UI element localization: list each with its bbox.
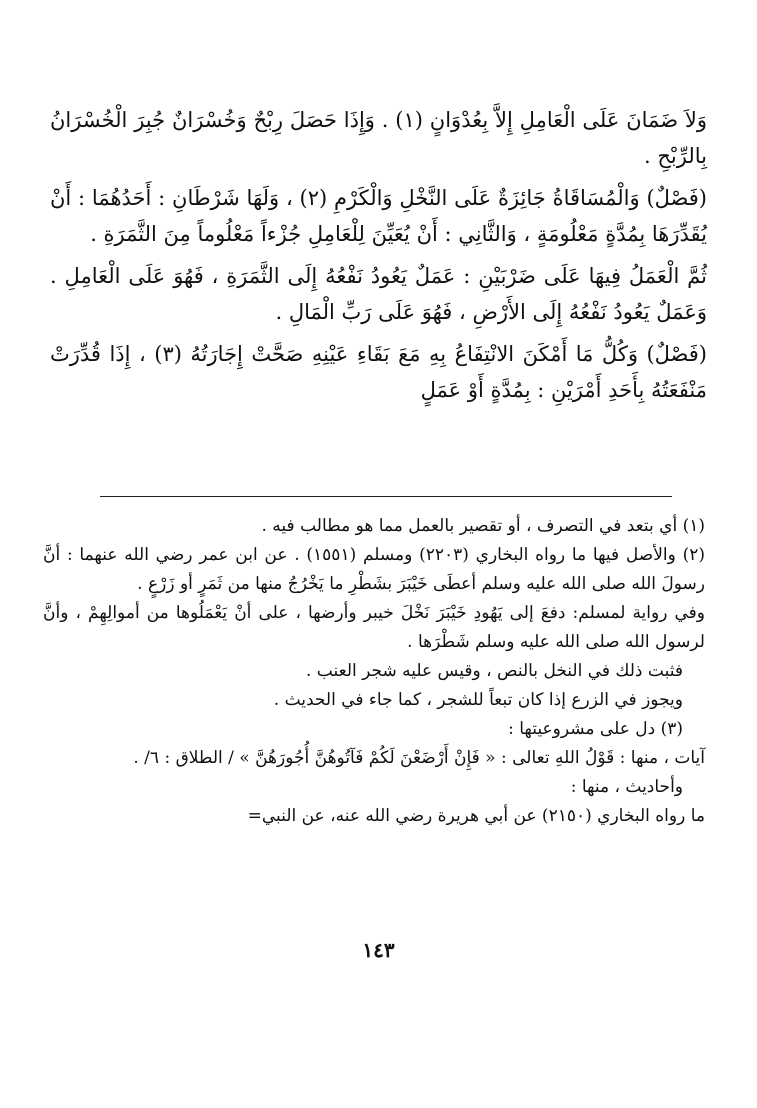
main-paragraph: (فَصْلٌ) وَكُلُّ مَا أَمْكَنَ الانْتِفَاعُ بِهِ مَعَ بَقَاءِ عَيْنِهِ صَحَّتْ إِجَارَتُهُ (٣) ، إِذَا قُدِّرَتْ مَنْفَعَتُهُ بِأَحَدِ أَمْرَيْنِ : بِمُدَّةٍ أَوْ عَمَلٍ — [50, 342, 707, 402]
footnote-line: (٢) والأصل فيها ما رواه البخاري (٢٢٠٣) ومسلم (١٥٥١) . عن ابن عمر رضي الله عنهما : أنَّ رسولَ الله صلى الله عليه وسلم أعطَى خَيْبَرَ بشَطْرِ ما يَخْرُجُ منها من ثَمَرٍ أو زَرْعٍ . — [43, 545, 706, 594]
footnotes — [43, 512, 705, 831]
footnote-line: (٣) دل على مشروعيتها : — [508, 719, 683, 739]
main-paragraph: (فَصْلٌ) وَالْمُسَاقَاةُ جَائِزَةٌ عَلَى النَّخْلِ وَالْكَرْمِ (٢) ، وَلَهَا شَرْطَانِ : أَحَدُهُمَا : أَنْ يُقَدِّرَهَا بِمُدَّةٍ مَعْلُومَةٍ ، وَالثَّانِي : أَنْ يُعَيِّنَ لِلْعَامِلِ جُزْءاً مَعْلُوماً مِنَ الثَّمَرَةِ . — [50, 186, 707, 246]
main-paragraph: وَلاَ ضَمَانَ عَلَى الْعَامِلِ إِلاَّ بِعُدْوَانٍ (١) . وَإِذَا حَصَلَ رِبْحٌ وَخُسْرَانٌ جُبِرَ الْخُسْرَانُ بِالرِّبْحِ . — [50, 108, 707, 168]
footnote-line: (١) أي بتعد في التصرف ، أو تقصير بالعمل مما هو مطالب فيه . — [261, 516, 705, 536]
footnote-divider — [100, 496, 672, 497]
footnote-line: آيات ، منها : قَوْلُ اللهِ تعالى : « فَإِنْ أَرْضَعْنَ لَكُمْ فَآتُوهُنَّ أُجُورَهُنَّ » / الطلاق : ٦/ . — [133, 748, 705, 768]
main-text — [50, 102, 707, 414]
page-number: ١٤٣ — [362, 938, 395, 962]
footnote-line: ويجوز في الزرع إذا كان تبعاً للشجر ، كما جاء في الحديث . — [273, 690, 683, 710]
main-paragraph: ثُمَّ الْعَمَلُ فِيهَا عَلَى ضَرْبَيْنِ : عَمَلٌ يَعُودُ نَفْعُهُ إِلَى الثَّمَرَةِ ، فَهُوَ عَلَى الْعَامِلِ . وَعَمَلٌ يَعُودُ نَفْعُهُ إِلَى الأَرْضِ ، فَهُوَ عَلَى رَبِّ الْمَالِ . — [50, 264, 707, 324]
footnote-line: وأحاديث ، منها : — [570, 777, 683, 797]
footnote-line: وفي رواية لمسلم: دفعَ إلى يَهُودِ خَيْبَرَ نَخْلَ خيبر وأرضها ، على أنْ يَعْمَلُوها من أموالِهِمْ ، وأنَّ لرسول الله صلى الله عليه وسلم شَطْرَها . — [43, 603, 705, 652]
footnote-line: ما رواه البخاري (٢١٥٠) عن أبي هريرة رضي الله عنه، عن النبي= — [247, 806, 705, 826]
footnote-line: فثبت ذلك في النخل بالنص ، وقيس عليه شجر العنب . — [306, 661, 683, 681]
